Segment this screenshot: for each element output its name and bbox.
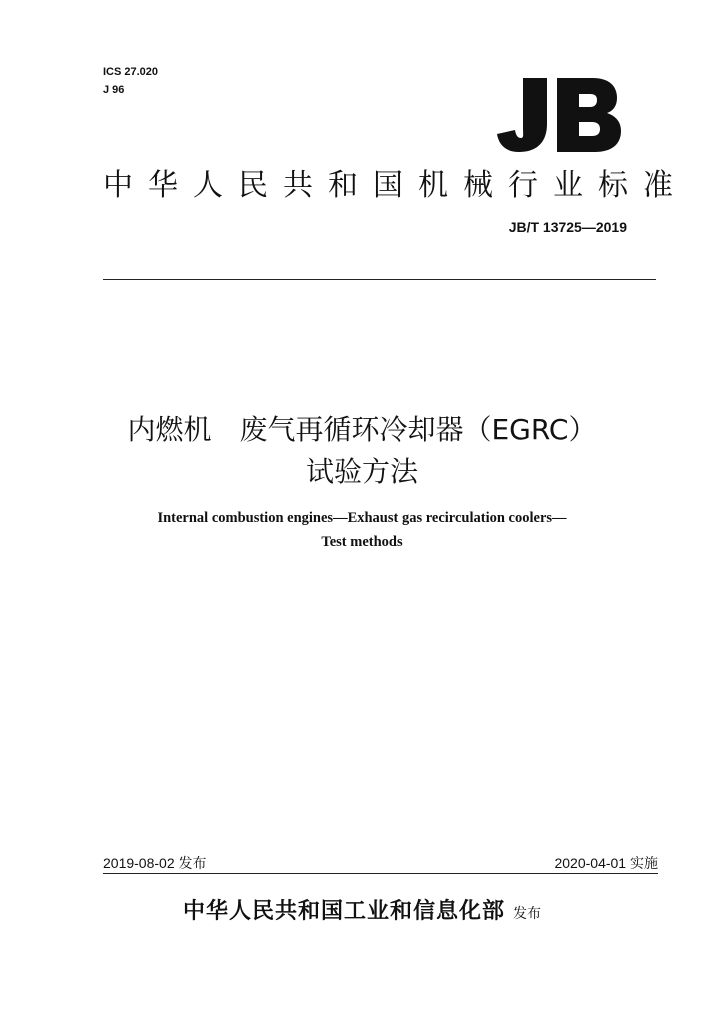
issuer-action: 发布: [513, 906, 541, 922]
cn-title-line1: 内燃机 废气再循环冷却器（EGRC）: [127, 413, 597, 446]
cn-title-line2: 试验方法: [305, 455, 418, 488]
implementation-date: 2020-04-01 实施: [554, 855, 658, 871]
issuer-line: [0, 894, 724, 925]
standard-category-title: 中华人民共和国机械行业标准: [103, 168, 688, 203]
classification-code: J 96: [103, 84, 125, 96]
issue-date: 2019-08-02 发布: [103, 855, 207, 871]
en-title-line1: Internal combustion engines—Exhaust gas recirculation coolers—: [157, 510, 567, 526]
ics-code: ICS 27.020: [103, 66, 159, 78]
standard-number: JB/T 13725—2019: [508, 219, 627, 235]
divider: [103, 279, 656, 280]
jb-logo: [495, 60, 625, 160]
en-title-line2: Test methods: [321, 534, 403, 550]
divider: [103, 873, 658, 874]
issuer-name: 中华人民共和国工业和信息化部: [182, 899, 505, 924]
